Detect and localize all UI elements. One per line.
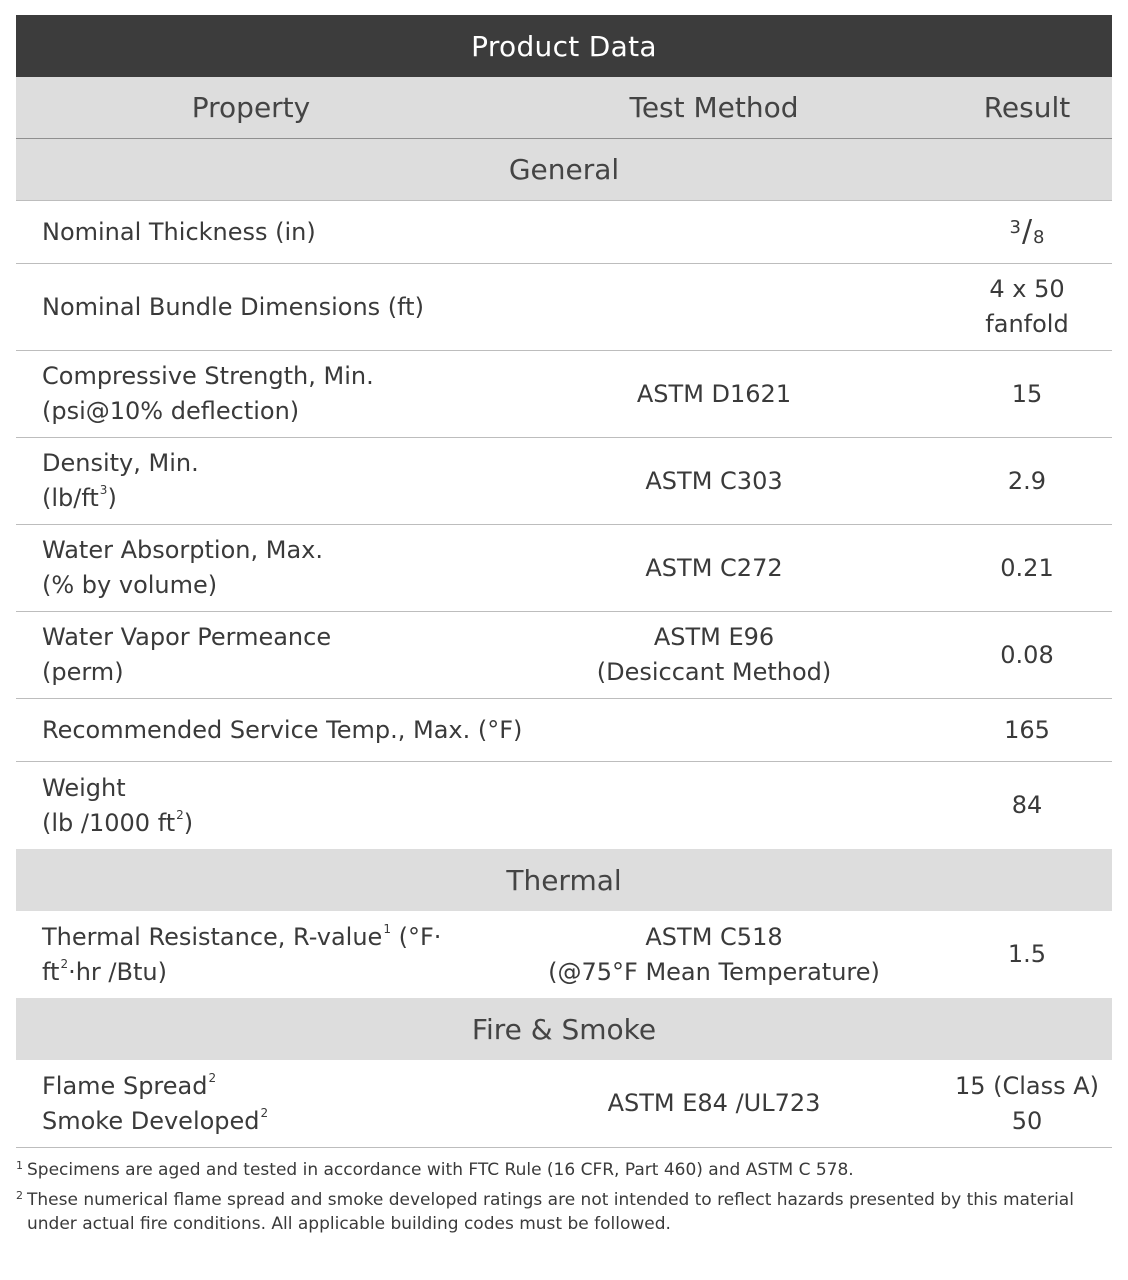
property-line-1: Water Vapor Permeance — [42, 623, 332, 651]
property-line-2 — [42, 1104, 486, 1139]
property-line-2 — [42, 806, 486, 841]
property-line-2: (% by volume) — [42, 571, 218, 599]
fraction-slash: / — [1021, 213, 1033, 249]
row-water-absorption — [16, 525, 1112, 612]
footnote-text: These numerical flame spread and smoke developed ratings are not intended to reflect hazards presented by this material under actual fire conditions. All applicable building codes must be followed. — [27, 1190, 1074, 1234]
footnote-2 — [16, 1188, 1112, 1236]
method-cell — [486, 920, 942, 990]
smoke-developed-label: Smoke Developed — [42, 1106, 260, 1135]
method-cell: ASTM C272 — [645, 553, 783, 582]
property-line-1 — [42, 920, 486, 955]
weight-unit: (lb /1000 ft — [42, 808, 176, 837]
method-line-1: ASTM C518 — [645, 922, 783, 951]
row-weight — [16, 762, 1112, 849]
r-value-unit-ft: ft — [42, 957, 60, 986]
footnote-text: Specimens are aged and tested in accordance with FTC Rule (16 CFR, Part 460) and ASTM C 578. — [27, 1160, 854, 1180]
property-cell — [16, 920, 486, 990]
section-thermal: Thermal — [16, 849, 1112, 911]
weight-close: ) — [183, 808, 194, 837]
property-line-1: Weight — [42, 773, 126, 802]
fraction-numerator: 3 — [1009, 216, 1021, 238]
result-cell: 165 — [1004, 715, 1050, 744]
property-line-2: (psi@10% deflection) — [42, 397, 300, 425]
property-line-2: (perm) — [42, 658, 124, 686]
section-general: General — [16, 139, 1112, 201]
row-flame-smoke — [16, 1060, 1112, 1148]
superscript: 2 — [60, 956, 69, 971]
property-line-1 — [42, 1069, 486, 1104]
footnote-1 — [16, 1158, 1112, 1182]
density-unit: (lb/ft — [42, 484, 99, 512]
method-cell: ASTM E84 /UL723 — [607, 1089, 821, 1117]
method-line-2: (@75°F Mean Temperature) — [548, 957, 880, 986]
header-result: Result — [983, 91, 1071, 124]
result-cell: 0.21 — [1000, 553, 1054, 582]
property-line-1: Water Absorption, Max. — [42, 536, 323, 564]
superscript: 3 — [99, 483, 108, 497]
result-line-1: 15 (Class A) — [954, 1071, 1100, 1100]
method-line-2: (Desiccant Method) — [596, 658, 832, 686]
result-cell — [942, 272, 1112, 342]
result-line-1: 4 x 50 — [989, 275, 1065, 303]
header-row — [16, 77, 1112, 139]
result-cell: 1.5 — [1007, 940, 1047, 968]
property-line-2 — [42, 955, 486, 990]
r-value-unit-start: (°F· — [390, 922, 442, 951]
method-cell: ASTM D1621 — [636, 379, 792, 408]
row-density — [16, 438, 1112, 525]
method-cell — [486, 620, 942, 690]
result-cell: 0.08 — [1000, 640, 1054, 669]
row-water-vapor-permeance — [16, 612, 1112, 699]
result-line-2: fanfold — [985, 310, 1069, 338]
property-cell — [16, 771, 486, 841]
result-cell — [942, 214, 1112, 251]
row-bundle-dimensions — [16, 264, 1112, 351]
density-close: ) — [107, 484, 117, 512]
fraction-denominator: 8 — [1033, 226, 1045, 248]
header-property: Property — [191, 91, 311, 124]
property-cell: Recommended Service Temp., Max. (°F) — [42, 715, 523, 744]
r-value-unit-end: ·hr /Btu) — [68, 957, 167, 986]
row-compressive-strength — [16, 351, 1112, 438]
footnote-mark: 2 — [16, 1189, 23, 1202]
flame-spread-label: Flame Spread — [42, 1071, 208, 1100]
property-cell — [16, 620, 486, 690]
method-line-1: ASTM E96 — [653, 623, 775, 651]
footnote-ref-2: 2 — [208, 1070, 217, 1085]
footnote-ref-1: 1 — [383, 921, 391, 936]
property-cell: Nominal Bundle Dimensions (ft) — [42, 292, 424, 321]
superscript: 2 — [176, 807, 184, 822]
table-title: Product Data — [16, 15, 1112, 77]
footnote-ref-2: 2 — [260, 1105, 269, 1120]
section-fire-smoke: Fire & Smoke — [16, 998, 1112, 1060]
row-thermal-resistance — [16, 911, 1112, 998]
footnotes — [16, 1158, 1112, 1236]
property-cell — [16, 359, 486, 429]
fraction-value — [1009, 213, 1045, 249]
property-cell — [16, 533, 486, 603]
r-value-label: Thermal Resistance, R-value — [42, 922, 383, 951]
header-test-method: Test Method — [629, 91, 799, 124]
row-service-temp — [16, 699, 1112, 762]
property-cell — [16, 446, 486, 516]
result-line-2: 50 — [1011, 1106, 1043, 1135]
property-cell: Nominal Thickness (in) — [42, 217, 316, 246]
property-line-1: Density, Min. — [42, 449, 199, 477]
result-cell: 2.9 — [1007, 466, 1047, 495]
product-data-table — [16, 15, 1112, 1242]
footnote-mark: 1 — [16, 1159, 23, 1172]
result-cell: 15 — [1011, 379, 1043, 408]
result-cell: 84 — [1011, 791, 1043, 819]
property-line-2 — [42, 481, 486, 516]
property-cell — [16, 1069, 486, 1139]
result-cell — [942, 1069, 1112, 1139]
property-line-1: Compressive Strength, Min. — [42, 362, 374, 390]
method-cell: ASTM C303 — [645, 466, 783, 495]
row-nominal-thickness — [16, 201, 1112, 264]
